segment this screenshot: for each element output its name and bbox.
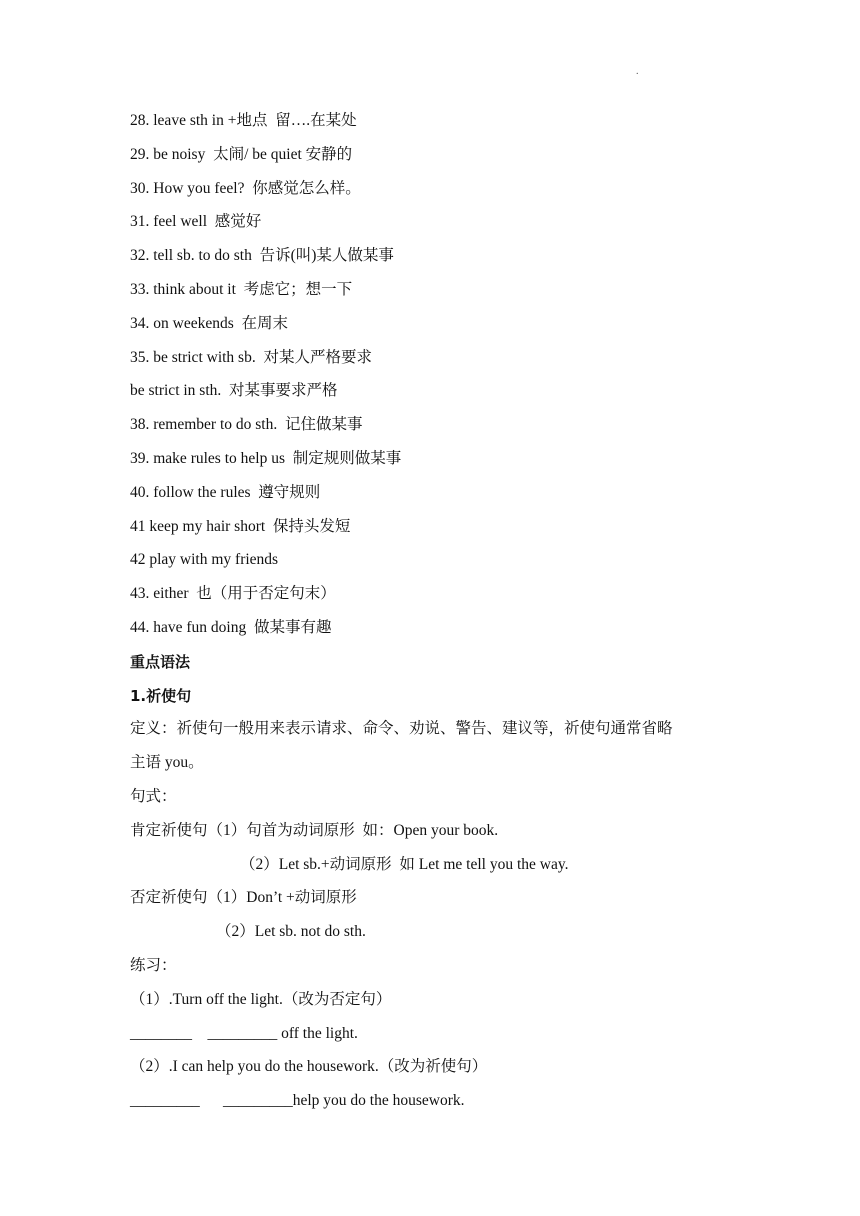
corner-mark: . (636, 66, 639, 77)
positive-pattern-1: 肯定祈使句（1）句首为动词原形 如：Open your book. (130, 821, 499, 839)
negative-pattern-1: 否定祈使句（1）Don’t +动词原形 (130, 889, 357, 907)
vocab-item-42: 42 play with my friends (130, 551, 279, 569)
vocab-item-40: 40. follow the rules 遵守规则 (130, 483, 321, 501)
exercise-1: （1）.Turn off the light.（改为否定句） (130, 990, 392, 1008)
positive-pattern-2: （2）Let sb.+动词原形 如 Let me tell you the way. (240, 855, 569, 873)
document-content (130, 108, 750, 1122)
definition-line-1: 定义：祈使句一般用来表示请求、命令、劝说、警告、建议等，祈使句通常省略 (130, 720, 673, 738)
vocab-item-34: 34. on weekends 在周末 (130, 314, 288, 332)
pattern-label: 句式： (130, 787, 177, 805)
exercise-2: （2）.I can help you do the housework.（改为祈使句） (130, 1058, 488, 1076)
vocab-item-41: 41 keep my hair short 保持头发短 (130, 517, 351, 535)
practice-label: 练习： (130, 956, 177, 974)
vocab-item-29: 29. be noisy 太闹/ be quiet 安静的 (130, 145, 353, 163)
grammar-topic-title: 1.祈使句 (130, 686, 192, 705)
vocab-item-39: 39. make rules to help us 制定规则做某事 (130, 449, 402, 467)
vocab-item-35: 35. be strict with sb. 对某人严格要求 (130, 348, 372, 366)
vocab-item-44: 44. have fun doing 做某事有趣 (130, 618, 332, 636)
vocab-item-31: 31. feel well 感觉好 (130, 213, 262, 231)
vocab-item-30: 30. How you feel? 你感觉怎么样。 (130, 179, 361, 197)
vocab-item-43: 43. either 也（用于否定句末） (130, 585, 336, 603)
vocab-item-32: 32. tell sb. to do sth 告诉(叫)某人做某事 (130, 247, 394, 265)
answer-blank-1: ________ _________ off the light. (130, 1024, 358, 1042)
answer-blank-2: _________ _________help you do the housework. (130, 1092, 465, 1110)
vocab-item-38: 38. remember to do sth. 记住做某事 (130, 416, 363, 434)
vocab-item-35b: be strict in sth. 对某事要求严格 (130, 382, 338, 400)
vocab-item-33: 33. think about it 考虑它；想一下 (130, 280, 353, 298)
definition-line-2: 主语 you。 (130, 754, 204, 772)
grammar-section-title: 重点语法 (130, 652, 191, 671)
vocab-item-28: 28. leave sth in +地点 留….在某处 (130, 112, 357, 129)
negative-pattern-2: （2）Let sb. not do sth. (216, 923, 366, 941)
